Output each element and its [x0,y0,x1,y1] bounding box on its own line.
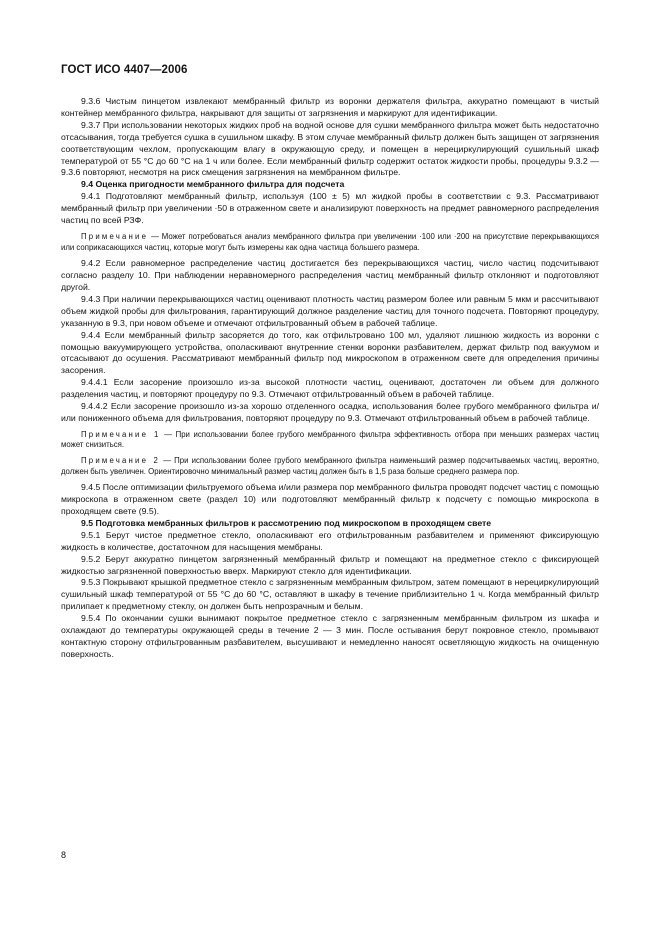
paragraph-9-4-4-2: 9.4.4.2 Если засорение произошло из-за хорошо отделенного осадка, использования более грубого мембранного фильтра и/или пониженного объема для фильтрования, повторяют процедуру по 9.3. Отмечают отфильтрованный объем в рабочей таблице. [61,401,599,423]
section-heading-9-4: 9.4 Оценка пригодности мембранного фильтра для подсчета [81,179,345,190]
paragraph-9-3-7: 9.3.7 При использовании некоторых жидких проб на водной основе для сушки мембранного фильтра может быть недостаточно отсасывания, тогда требуется сушка в сушильном шкафу. В этом случае мембранный фильтр должен быть защищен от загрязнения соответствующим чехлом, пропускающим влагу в окружающую среду, и помещен в нерециркулирующий сушильный шкаф температурой от 55 °С до 60 °С на 1 ч или более. Если мембранный фильтр содержит остаток жидкости пробы, процедуры 9.3.2 — 9.3.6 повторяют, несмотря на риск смещения загрязнения на мембранном фильтре. [61,119,599,178]
note-paragraph [61,232,599,253]
paragraph-9-4-4: 9.4.4 Если мембранный фильтр засоряется до того, как отфильтровано 100 мл, удаляют лишнюю жидкость из воронки с помощью вакуумирующего устройства, ополаскивают внутренние стенки воронки разбавителем, держат фильтр под вакуумом и отсасывают до осушения. Рассматривают мембранный фильтр под микроскопом в отраженном свете для определения причины засорения. [61,329,599,376]
paragraph-9-4-2: 9.4.2 Если равномерное распределение частиц достигается без перекрывающихся частиц, число частиц подсчитывают согласно разделу 10. При наблюдении неравномерного распределения частиц мембранный фильтр отклоняют и подготовляют другой. [61,258,599,292]
paragraph-9-4-5: 9.4.5 После оптимизации фильтруемого объема и/или размера пор мембранного фильтра проводят подсчет частиц с помощью микроскопа в отраженном свете (раздел 10) или подготовляют мембранный фильтр к подсчету с помощью микроскопа в проходящем свете (9.5). [61,482,599,517]
paragraph-9-5-4: 9.5.4 По окончании сушки вынимают покрытое предметное стекло с загрязненным мембранным фильтром из шкафа и охлаждают до температуры окружающей среды в течение 2 — 3 мин. После остывания берут покровное стекло, промывают контактную сторону отфильтрованным разбавителем, высушивают и немедленно наносят осветляющую жидкость на очищенную поверхность. [61,613,599,659]
paragraph-9-4-3: 9.4.3 При наличии перекрывающихся частиц оценивают плотность частиц размером более или равным 5 мкм и рассчитывают объем жидкой пробы для фильтрования, гарантирующий должное разделение частиц для точного подсчета. Повторяют процедуру, указанную в 9.3, при новом объеме и отмечают отфильтрованный объем в рабочей таблице. [61,293,599,328]
document-header: ГОСТ ИСО 4407—2006 [61,64,188,76]
paragraph-9-5-2: 9.5.2 Берут аккуратно пинцетом загрязненный мембранный фильтр и помещают на предметное стекло с фиксирующей жидкостью загрязненной поверхностью вверх. Маркируют стекло для идентификации. [61,553,599,576]
note-1-label: Примечание 1 [81,429,161,439]
paragraph-9-5-1: 9.5.1 Берут чистое предметное стекло, ополаскивают его отфильтрованным разбавителем и применяют фиксирующую жидкость в количестве, достаточном для насыщения мембраны. [61,529,599,552]
paragraph-9-4-1: 9.4.1 Подготовляют мембранный фильтр, используя (100 ± 5) мл жидкой пробы в соответствии с 9.3. Рассматривают мембранный фильтр при увеличении ·50 в отраженном свете и анализируют поверхность на предмет равномерного распределения частиц по всей РЗФ. [61,191,599,226]
note-2-paragraph [61,456,599,477]
page-number: 8 [61,850,67,860]
document-body [61,96,599,661]
section-heading-9-5: 9.5 Подготовка мембранных фильтров к рассмотрению под микроскопом в проходящем свете [81,517,492,528]
note-text: — Может потребоваться анализ мембранного фильтра при увеличении ·100 или ·200 на присутствие перекрывающихся или соприкасающихся частиц, которые могут быть измерены как одна частица большего размера. [61,231,599,252]
note-label: Примечание [81,231,149,241]
note-2-label: Примечание 2 [81,456,161,466]
note-1-paragraph [61,430,599,451]
note-1-text: — При использовании более грубого мембранного фильтра эффективность отбора при меньших размерах частиц может снизиться. [61,429,599,450]
paragraph-9-5-3: 9.5.3 Покрывают крышкой предметное стекло с загрязненным мембранным фильтром, затем помещают в нерециркулирующий сушильный шкаф температурой от 55 °С до 60 °С, оставляют в шкафу в течение приблизительно 1 ч. Когда мембранный фильтр прилипает к предметному стеклу, он должен быть непрозрачным и белым. [61,577,599,612]
note-2-text: — При использовании более грубого мембранного фильтра наименьший размер подсчитываемых частиц, вероятно, должен быть увеличен. Ориентировочно минимальный размер частиц должен быть в 1,5 раза больше среднего размера пор. [61,456,599,476]
paragraph-9-3-6: 9.3.6 Чистым пинцетом извлекают мембранный фильтр из воронки держателя фильтра, аккуратно помещают в чистый контейнер мембранного фильтра, накрывают для защиты от загрязнения и маркируют для идентификации. [61,96,599,118]
paragraph-9-4-4-1: 9.4.4.1 Если засорение произошло из-за высокой плотности частиц, оценивают, достаточен ли объем для должного разделения частиц, и повторяют процедуру по 9.3. Отмечают отфильтрованный объем в рабочей таблице. [61,377,599,400]
